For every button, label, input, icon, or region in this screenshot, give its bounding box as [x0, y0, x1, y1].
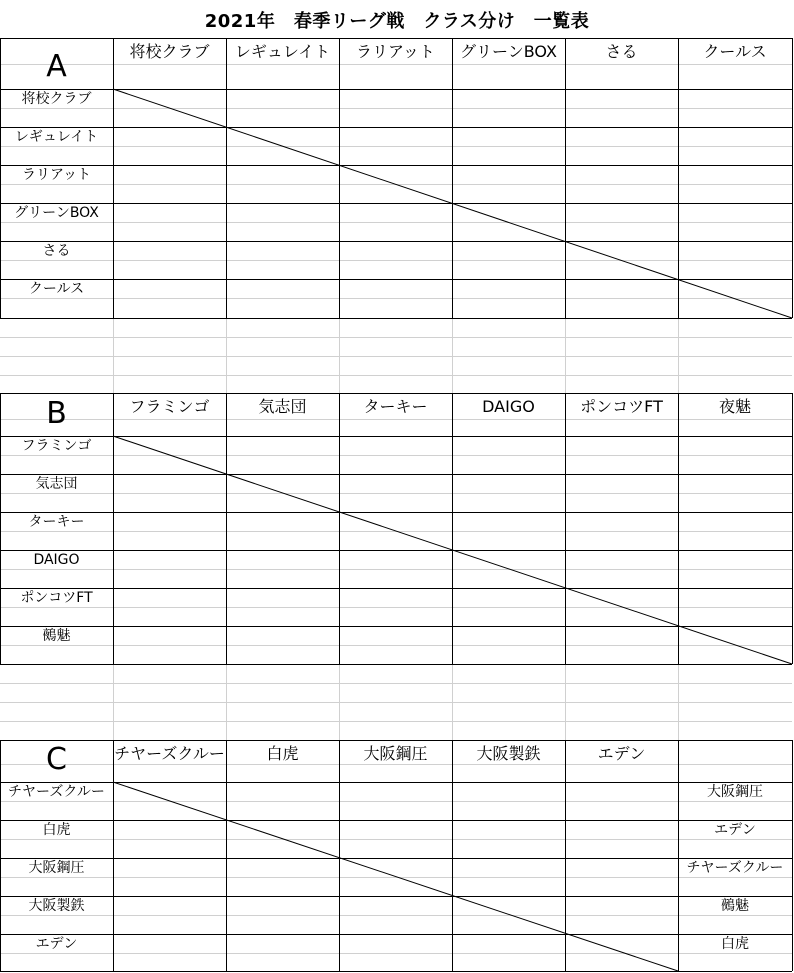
column-header: 白虎	[266, 744, 299, 763]
row-header: DAIGO	[33, 552, 80, 568]
grid-line	[113, 38, 114, 318]
grid-line	[0, 241, 792, 242]
row-header: 将校クラブ	[21, 91, 92, 107]
grid-line	[0, 89, 792, 90]
grid-line	[0, 915, 792, 916]
row-header: 大阪製鉄	[28, 898, 85, 914]
grid-line	[0, 839, 792, 840]
sheet-title: 2021年 春季リーグ戦 クラス分け 一覧表	[204, 11, 590, 32]
grid-line	[0, 260, 792, 261]
grid-line	[0, 455, 792, 456]
grid-line	[226, 664, 227, 740]
grid-line	[0, 858, 792, 859]
row-header: グリーンBOX	[14, 205, 99, 221]
column-header: チヤーズクルー	[114, 744, 225, 763]
grid-line	[0, 607, 792, 608]
grid-line	[678, 393, 679, 664]
grid-line	[0, 877, 792, 878]
grid-line	[339, 740, 340, 971]
column-header: ポンコツFT	[580, 397, 663, 416]
grid-line	[0, 474, 792, 475]
grid-line	[0, 203, 792, 204]
grid-line	[565, 38, 566, 318]
grid-line	[0, 298, 792, 299]
grid-line	[565, 393, 566, 664]
grid-line	[0, 184, 792, 185]
column-header: 将校クラブ	[129, 42, 210, 61]
grid-line	[0, 127, 792, 128]
grid-line	[0, 337, 792, 338]
grid-line	[0, 971, 792, 972]
row-header: レギュレイト	[14, 129, 99, 145]
grid-line	[339, 393, 340, 664]
grid-line	[792, 38, 793, 318]
column-header: クールス	[703, 42, 767, 61]
grid-line	[226, 740, 227, 971]
section-label: A	[46, 49, 67, 84]
row-header: チヤーズクルー	[8, 784, 105, 800]
grid-line	[0, 393, 792, 394]
grid-line	[0, 934, 792, 935]
grid-line	[678, 318, 679, 393]
grid-line	[339, 318, 340, 393]
grid-line	[0, 550, 792, 551]
column-header	[678, 742, 792, 766]
section-label: C	[46, 742, 67, 777]
right-column-label: 大阪鋼圧	[707, 784, 763, 800]
grid-line	[339, 38, 340, 318]
column-header: 夜魅	[718, 397, 751, 416]
column-header: さる	[605, 42, 638, 61]
grid-line	[226, 38, 227, 318]
grid-line	[0, 165, 792, 166]
grid-line	[452, 38, 453, 318]
grid-line	[678, 38, 679, 318]
grid-line	[0, 953, 792, 954]
row-header: ターキー	[28, 514, 85, 530]
grid-line	[113, 393, 114, 664]
grid-line	[0, 531, 792, 532]
column-header: DAIGO	[482, 397, 535, 416]
right-column-label: 鵺魅	[721, 898, 749, 914]
grid-line	[0, 436, 792, 437]
row-header: 気志団	[35, 476, 78, 492]
grid-line	[0, 493, 792, 494]
grid-line	[0, 318, 792, 319]
row-header: ポンコツFT	[20, 590, 93, 606]
column-header: フラミンゴ	[129, 397, 210, 416]
column-header: ターキー	[363, 397, 428, 416]
grid-line	[792, 740, 793, 971]
grid-line	[0, 108, 792, 109]
grid-line	[0, 38, 792, 39]
grid-line	[0, 419, 792, 420]
grid-line	[452, 664, 453, 740]
grid-line	[0, 896, 792, 897]
grid-line	[0, 782, 792, 783]
row-header: 大阪鋼圧	[28, 860, 85, 876]
column-header: エデン	[597, 744, 646, 763]
row-header: フラミンゴ	[21, 438, 92, 454]
grid-line	[678, 664, 679, 740]
grid-line	[113, 318, 114, 393]
grid-line	[0, 801, 792, 802]
grid-line	[113, 740, 114, 971]
grid-line	[0, 702, 792, 703]
grid-line	[0, 645, 792, 646]
grid-line	[0, 626, 792, 627]
grid-line	[452, 740, 453, 971]
column-header: 気志団	[258, 397, 307, 416]
grid-line	[226, 318, 227, 393]
grid-line	[0, 279, 792, 280]
grid-line	[452, 393, 453, 664]
grid-line	[113, 664, 114, 740]
right-column-label: チヤーズクルー	[686, 860, 784, 876]
section-label: B	[46, 396, 67, 431]
right-column-label: 白虎	[721, 936, 749, 952]
row-header: ラリアット	[21, 167, 92, 183]
grid-line	[565, 664, 566, 740]
grid-line	[452, 318, 453, 393]
grid-line	[0, 512, 792, 513]
column-header: レギュレイト	[234, 42, 331, 61]
row-header: クールス	[28, 281, 85, 297]
grid-line	[0, 740, 792, 741]
grid-line	[565, 318, 566, 393]
grid-line	[0, 356, 792, 357]
grid-line	[792, 393, 793, 664]
grid-line	[0, 222, 792, 223]
grid-line	[0, 146, 792, 147]
row-header: 鵺魅	[42, 628, 71, 644]
column-header: 大阪鋼圧	[363, 744, 428, 763]
row-header: さる	[42, 243, 71, 259]
right-column-label: エデン	[714, 822, 756, 838]
column-header: 大阪製鉄	[476, 744, 541, 763]
grid-line	[339, 664, 340, 740]
grid-line	[0, 569, 792, 570]
grid-line	[0, 64, 792, 65]
grid-line	[226, 393, 227, 664]
row-header: エデン	[35, 936, 78, 952]
grid-line	[565, 740, 566, 971]
grid-line	[0, 683, 792, 684]
column-header: ラリアット	[356, 42, 435, 61]
grid-line	[0, 820, 792, 821]
column-header: グリーンBOX	[460, 42, 557, 61]
row-header: 白虎	[42, 822, 71, 838]
grid-line	[0, 664, 792, 665]
grid-line	[0, 588, 792, 589]
grid-line	[0, 721, 792, 722]
grid-line	[0, 375, 792, 376]
